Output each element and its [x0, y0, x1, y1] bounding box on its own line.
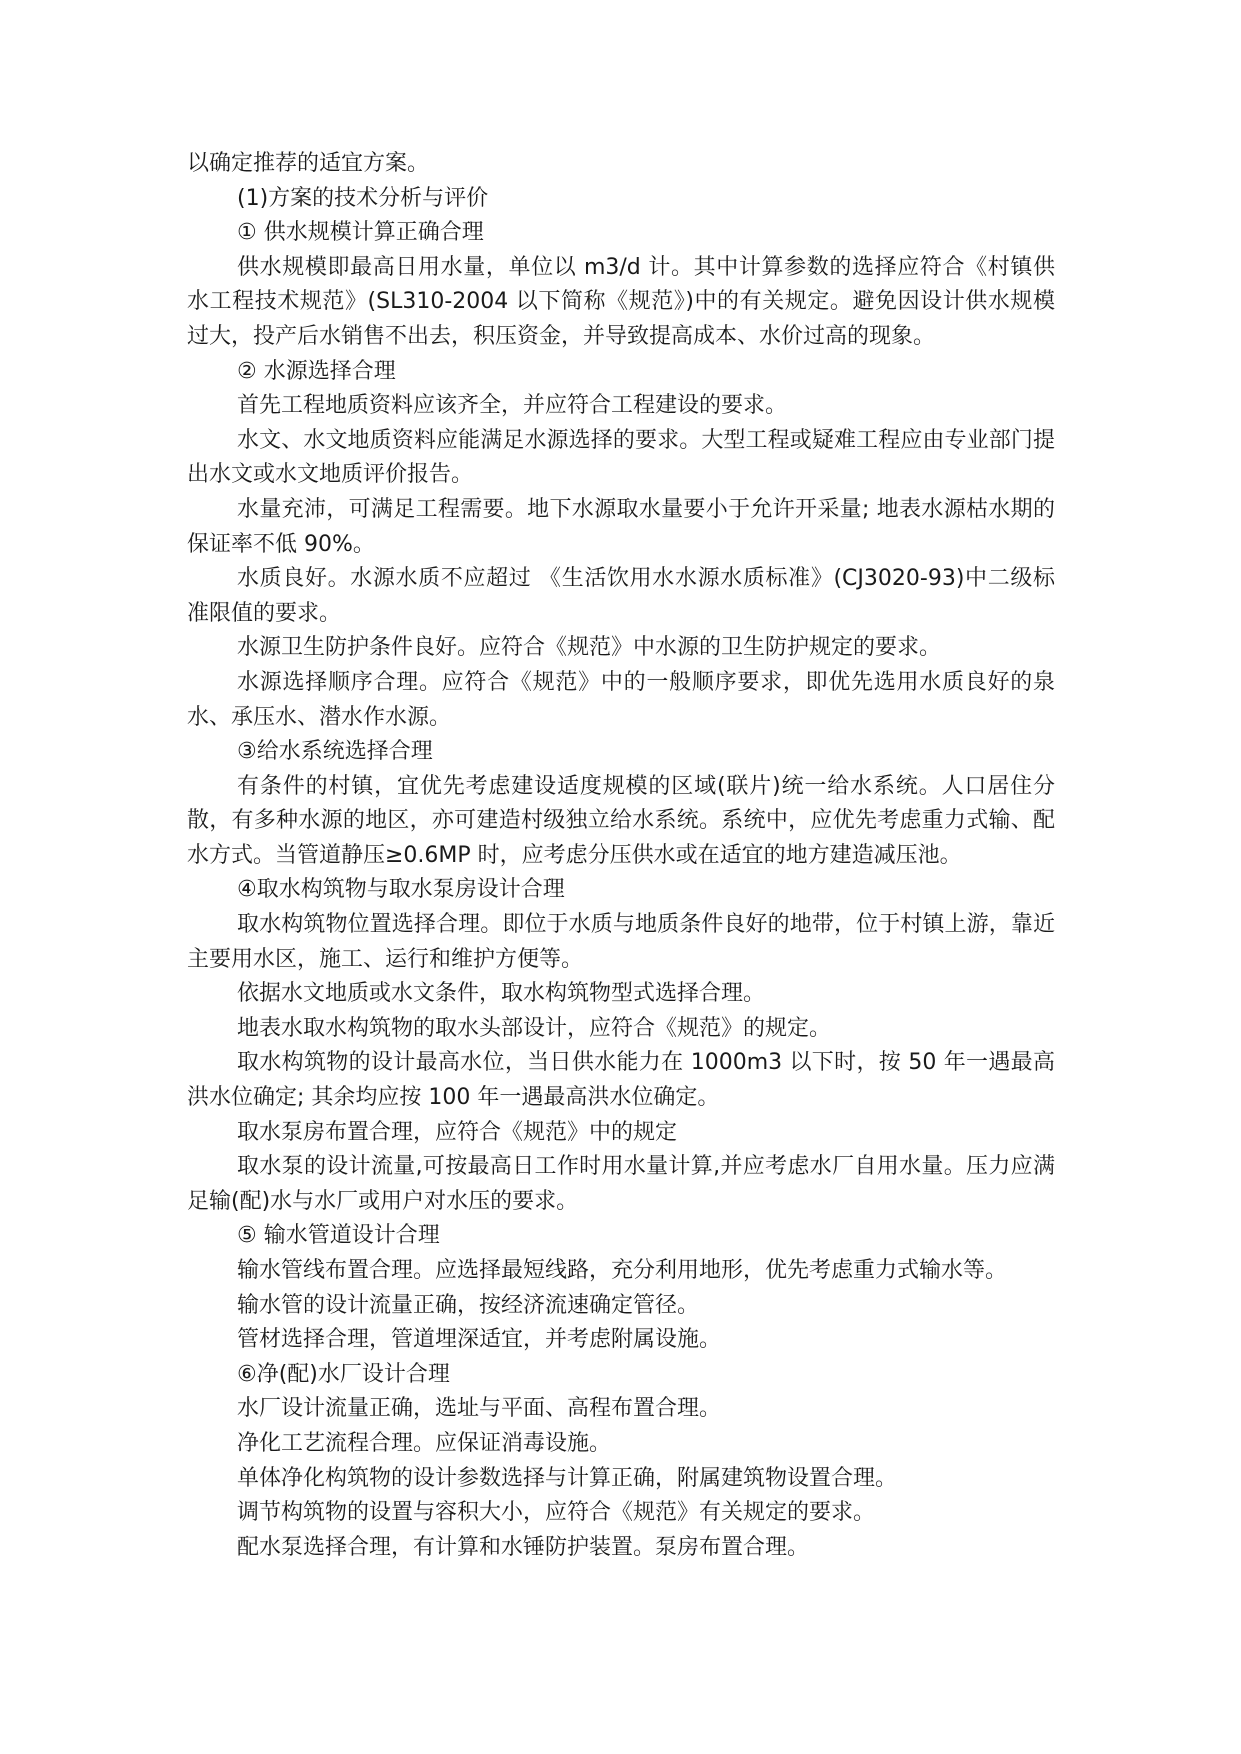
- paragraph: 调节构筑物的设置与容积大小，应符合《规范》有关规定的要求。: [237, 1500, 876, 1526]
- paragraph: 取水构筑物位置选择合理。即位于水质与地质条件良好的地带，位于村镇上游，靠近主要用水区，施工、运行和维护方便等。: [187, 912, 1055, 972]
- paragraph: 水文、水文地质资料应能满足水源选择的要求。大型工程或疑难工程应由专业部门提出水文或水文地质评价报告。: [187, 427, 1055, 488]
- paragraph: 地表水取水构筑物的取水头部设计，应符合《规范》的规定。: [237, 1015, 832, 1041]
- subsection-heading: ① 供水规模计算正确合理: [237, 220, 484, 246]
- paragraph: 输水管线布置合理。应选择最短线路，充分利用地形，优先考虑重力式输水等。: [237, 1258, 1008, 1283]
- paragraph: 依据水文地质或水文条件，取水构筑物型式选择合理。: [237, 981, 766, 1007]
- subsection-heading: ③给水系统选择合理: [237, 739, 433, 765]
- paragraph: 水源卫生防护条件良好。应符合《规范》中水源的卫生防护规定的要求。: [237, 635, 942, 661]
- subsection-heading: ④取水构筑物与取水泵房设计合理: [237, 877, 565, 903]
- paragraph: 水质良好。水源水质不应超过 《生活饮用水水源水质标准》(CJ3020-93)中二级标准限值的要求。: [187, 566, 1055, 626]
- paragraph: 有条件的村镇，宜优先考虑建设适度规模的区域(联片)统一给水系统。人口居住分散，有多种水源的地区，亦可建造村级独立给水系统。系统中，应优先考虑重力式输、配水方式。当管道静压≥0.6MP 时，应考虑分压供水或在适宜的地方建造减压池。: [187, 773, 1055, 868]
- subsection-heading: ⑤ 输水管道设计合理: [237, 1223, 440, 1249]
- paragraph: 管材选择合理，管道埋深适宜，并考虑附属设施。: [237, 1327, 722, 1353]
- paragraph: 配水泵选择合理，有计算和水锤防护装置。泵房布置合理。: [237, 1534, 810, 1560]
- paragraph: 输水管的设计流量正确，按经济流速确定管径。: [237, 1292, 700, 1318]
- paragraph: 取水泵房布置合理，应符合《规范》中的规定: [237, 1119, 678, 1145]
- paragraph: 水厂设计流量正确，选址与平面、高程布置合理。: [237, 1396, 722, 1422]
- paragraph: 取水泵的设计流量,可按最高日工作时用水量计算,并应考虑水厂自用水量。压力应满足输(配)水与水厂或用户对水压的要求。: [187, 1154, 1055, 1214]
- document-body: [187, 147, 1055, 1565]
- paragraph: 取水构筑物的设计最高水位，当日供水能力在 1000m3 以下时，按 50 年一遇最高洪水位确定; 其余均应按 100 年一遇最高洪水位确定。: [187, 1050, 1055, 1111]
- subsection-heading: ⑥净(配)水厂设计合理: [237, 1361, 450, 1387]
- section-heading: (1)方案的技术分析与评价: [237, 185, 489, 211]
- paragraph: 供水规模即最高日用水量，单位以 m3/d 计。其中计算参数的选择应符合《村镇供水工程技术规范》(SL310-2004 以下简称《规范》)中的有关规定。避免因设计供水规模过大，投产后水销售不出去，积压资金，并导致提高成本、水价过高的现象。: [187, 254, 1055, 349]
- paragraph: 水源选择顺序合理。应符合《规范》中的一般顺序要求，即优先选用水质良好的泉水、承压水、潜水作水源。: [187, 669, 1055, 730]
- paragraph: 单体净化构筑物的设计参数选择与计算正确，附属建筑物设置合理。: [237, 1465, 898, 1491]
- subsection-heading: ② 水源选择合理: [237, 358, 396, 384]
- paragraph: 以确定推荐的适宜方案。: [187, 151, 430, 176]
- paragraph: 水量充沛，可满足工程需要。地下水源取水量要小于允许开采量; 地表水源枯水期的保证率不低 90%。: [187, 496, 1055, 557]
- paragraph: 首先工程地质资料应该齐全，并应符合工程建设的要求。: [237, 393, 788, 419]
- paragraph: 净化工艺流程合理。应保证消毒设施。: [237, 1430, 612, 1456]
